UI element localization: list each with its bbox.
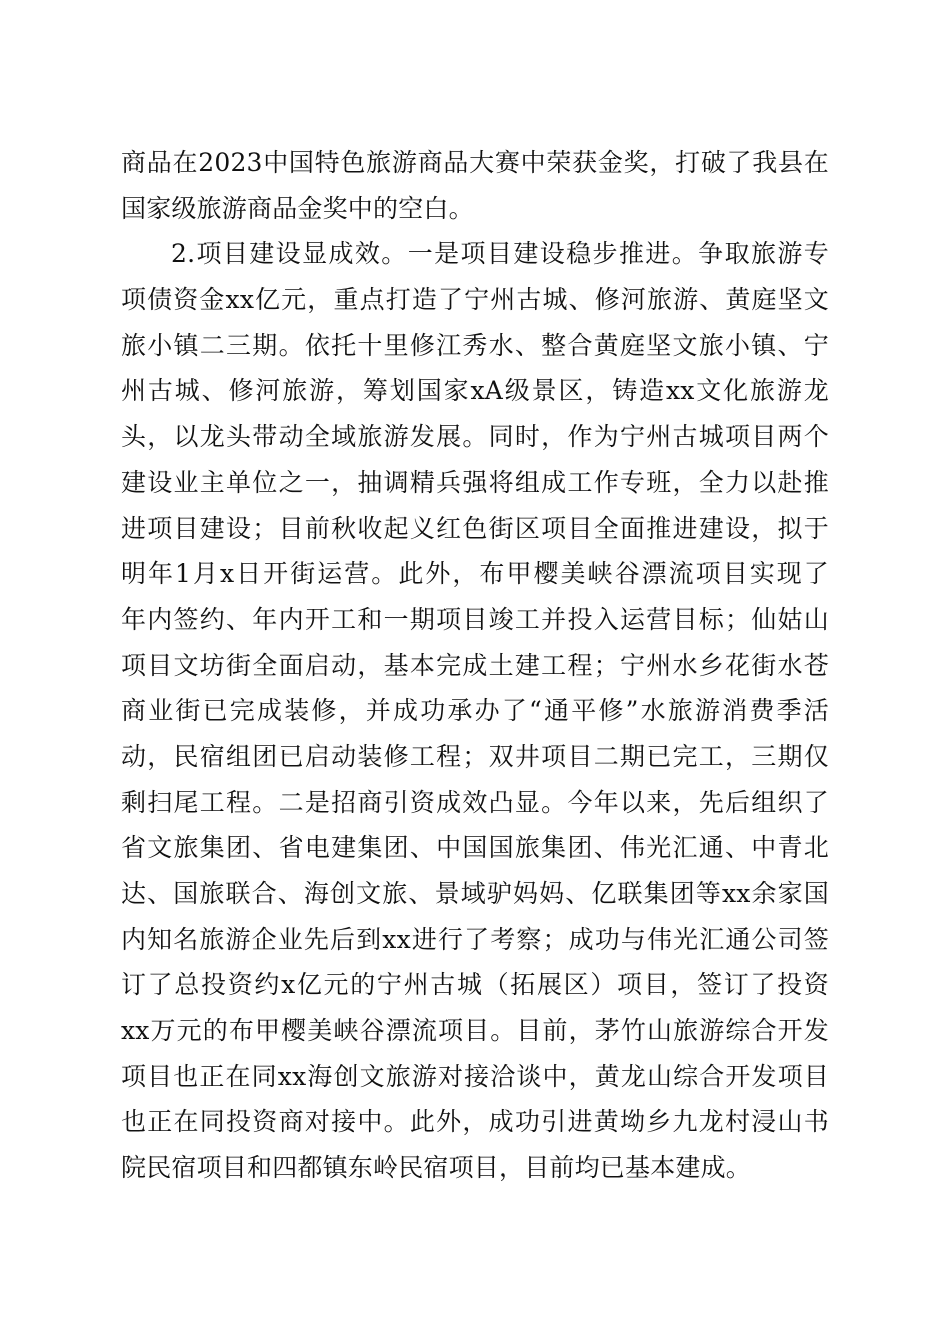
text-line: 达、国旅联合、海创文旅、景域驴妈妈、亿联集团等xx余家国: [121, 879, 829, 908]
text-line: 明年1月x日开街运营。此外，布甲樱美峡谷漂流项目实现了: [121, 559, 829, 589]
text-line: 省文旅集团、省电建集团、中国国旅集团、伟光汇通、中青北: [121, 833, 829, 863]
paragraph-heading-line: 2.项目建设显成效。一是项目建设稳步推进。争取旅游专: [171, 239, 829, 269]
text-line: 订了总投资约x亿元的宁州古城（拓展区）项目，签订了投资: [121, 970, 829, 1000]
text-line: 州古城、修河旅游，筹划国家xA级景区，铸造xx文化旅游龙: [121, 376, 829, 406]
text-line: 动，民宿组团已启动装修工程；双井项目二期已完工，三期仅: [121, 741, 829, 771]
text-line: 建设业主单位之一，抽调精兵强将组成工作专班，全力以赴推: [121, 467, 829, 497]
text-line: 项债资金xx亿元，重点打造了宁州古城、修河旅游、黄庭坚文: [121, 285, 829, 315]
text-line: 项目文坊街全面启动，基本完成土建工程；宁州水乡花街水苍: [121, 650, 829, 680]
text-line: 旅小镇二三期。依托十里修江秀水、整合黄庭坚文旅小镇、宁: [121, 330, 829, 360]
text-line: xx万元的布甲樱美峡谷漂流项目。目前，茅竹山旅游综合开发: [121, 1016, 829, 1046]
text-line: 院民宿项目和四都镇东岭民宿项目，目前均已基本建成。: [121, 1153, 752, 1183]
text-line: 商品在2023中国特色旅游商品大赛中荣获金奖，打破了我县在: [121, 148, 829, 177]
text-line: 商业街已完成装修，并成功承办了“通平修”水旅游消费季活: [121, 696, 829, 726]
text-line: 进项目建设；目前秋收起义红色街区项目全面推进建设，拟于: [121, 513, 829, 543]
text-line: 项目也正在同xx海创文旅游对接洽谈中，黄龙山综合开发项目: [121, 1061, 829, 1091]
text-line: 国家级旅游商品金奖中的空白。: [121, 193, 474, 223]
text-line: 也正在同投资商对接中。此外，成功引进黄坳乡九龙村浸山书: [121, 1107, 829, 1137]
text-line: 年内签约、年内开工和一期项目竣工并投入运营目标；仙姑山: [121, 604, 829, 634]
body-text: [121, 140, 829, 1191]
text-line: 剩扫尾工程。二是招商引资成效凸显。今年以来，先后组织了: [121, 787, 829, 817]
text-line: 头，以龙头带动全域旅游发展。同时，作为宁州古城项目两个: [121, 422, 829, 452]
text-line: 内知名旅游企业先后到xx进行了考察；成功与伟光汇通公司签: [121, 924, 829, 954]
